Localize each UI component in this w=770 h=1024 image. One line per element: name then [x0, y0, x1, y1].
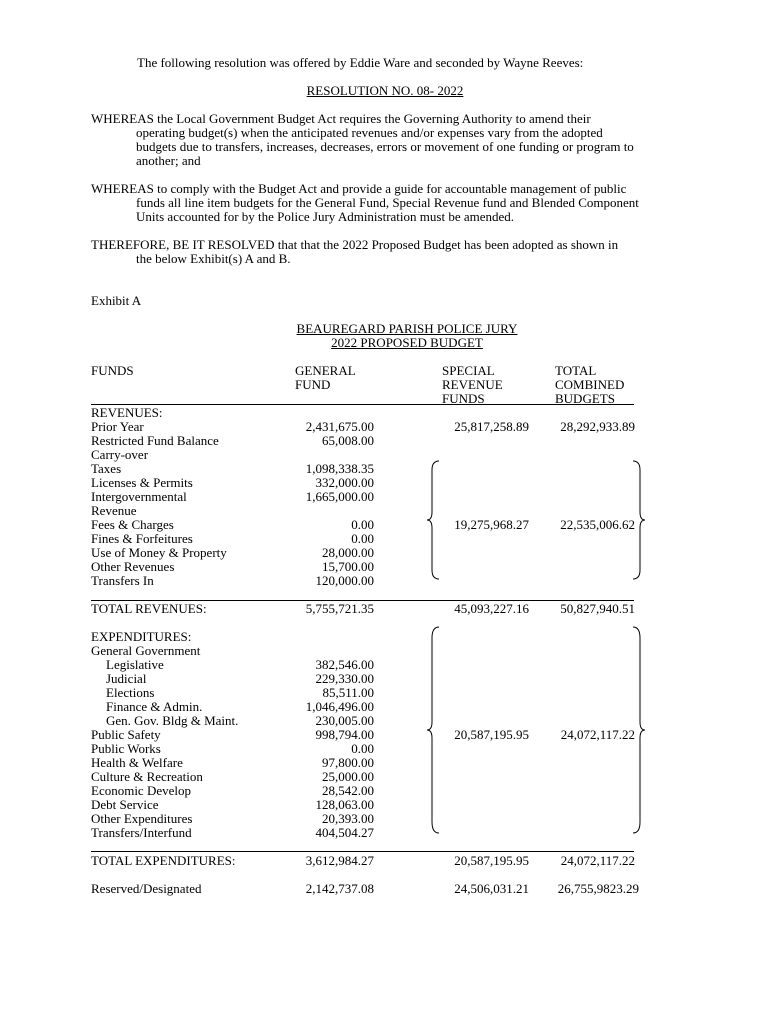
- table-row-label: Licenses & Permits: [91, 475, 193, 490]
- table-cell-total: 28,292,933.89: [560, 419, 635, 434]
- table-row-label: Judicial: [106, 671, 147, 686]
- revenue-special-brace: [426, 460, 440, 580]
- reserved-general: 2,142,737.08: [305, 881, 374, 896]
- table-row-label: Public Works: [91, 741, 161, 756]
- funds-header: FUNDS: [91, 363, 134, 378]
- para1-line: budgets due to transfers, increases, decreases, errors or movement of one funding or program to: [136, 139, 634, 154]
- para2-line: funds all line item budgets for the General Fund, Special Revenue fund and Blended Component: [136, 195, 639, 210]
- exhibit-label: Exhibit A: [91, 293, 142, 308]
- total-revenues-general: 5,755,721.35: [305, 601, 374, 616]
- para1-first-line: WHEREAS the Local Government Budget Act requires the Governing Authority to amend their: [91, 111, 591, 126]
- para1-line: another; and: [136, 153, 201, 168]
- table-cell-general: 128,063.00: [315, 797, 374, 812]
- table-title-line-1: BEAUREGARD PARISH POLICE JURY: [296, 321, 518, 336]
- table-row-label: Taxes: [91, 461, 122, 476]
- total-expenditures-special: 20,587,195.95: [454, 853, 529, 868]
- whereas-paragraph-2: [91, 182, 721, 224]
- table-cell-general: 229,330.00: [315, 671, 374, 686]
- table-cell-special: 20,587,195.95: [454, 727, 529, 742]
- header-line: FUND: [295, 377, 331, 392]
- revenues-label: REVENUES:: [91, 405, 163, 420]
- table-row-label: Public Safety: [91, 727, 161, 742]
- para2-line: Units accounted for by the Police Jury Administration must be amended.: [136, 209, 515, 224]
- table-cell-general: 15,700.00: [322, 559, 374, 574]
- table-cell-special: 25,817,258.89: [454, 419, 529, 434]
- table-row-label: Elections: [106, 685, 155, 700]
- table-cell-general: 65,008.00: [322, 433, 374, 448]
- table-row-label: Culture & Recreation: [91, 769, 203, 784]
- header-line: COMBINED: [555, 377, 625, 392]
- table-row-label: Carry-over: [91, 447, 149, 462]
- total-revenues-total: 50,827,940.51: [560, 601, 635, 616]
- expenditure-total-brace: [632, 626, 646, 834]
- total-combined-header: [555, 364, 624, 406]
- table-row-label: Legislative: [106, 657, 164, 672]
- total-expenditures-general: 3,612,984.27: [305, 853, 374, 868]
- table-cell-general: 120,000.00: [315, 573, 374, 588]
- table-row-label: Debt Service: [91, 797, 159, 812]
- table-cell-general: 0.00: [351, 517, 374, 532]
- table-title-line-2: 2022 PROPOSED BUDGET: [331, 335, 483, 350]
- para1-line: operating budget(s) when the anticipated revenues and/or expenses vary from the adopted: [136, 125, 603, 140]
- table-cell-general: 85,511.00: [322, 685, 374, 700]
- table-row-label: Prior Year: [91, 419, 144, 434]
- table-cell-general: 20,393.00: [322, 811, 374, 826]
- table-row-label: Revenue: [91, 503, 137, 518]
- header-line: SPECIAL: [442, 363, 495, 378]
- expenditures-label: EXPENDITURES:: [91, 629, 192, 644]
- header-line: TOTAL: [555, 363, 597, 378]
- intro-line: The following resolution was offered by Eddie Ware and seconded by Wayne Reeves:: [137, 55, 584, 70]
- table-row-label: Use of Money & Property: [91, 545, 227, 560]
- table-cell-general: 0.00: [351, 741, 374, 756]
- table-cell-general: 25,000.00: [322, 769, 374, 784]
- table-cell-general: 382,546.00: [315, 657, 374, 672]
- resolution-title: RESOLUTION NO. 08- 2022: [306, 83, 464, 98]
- total-expenditures-total: 24,072,117.22: [560, 853, 635, 868]
- table-row-label: Transfers In: [91, 573, 154, 588]
- revenue-total-brace: [632, 460, 646, 580]
- table-row-label: Other Expenditures: [91, 811, 193, 826]
- header-line: FUNDS: [442, 391, 485, 406]
- expenditure-special-brace: [426, 626, 440, 834]
- table-cell-general: 404,504.27: [315, 825, 374, 840]
- therefore-paragraph: [91, 238, 721, 266]
- table-cell-general: 230,005.00: [315, 713, 374, 728]
- reserved-total: 26,755,9823.29: [557, 881, 639, 896]
- general-fund-header: [295, 364, 356, 392]
- header-line: BUDGETS: [555, 391, 615, 406]
- table-cell-total: 24,072,117.22: [560, 727, 635, 742]
- table-cell-general: 332,000.00: [315, 475, 374, 490]
- table-row-label: Economic Develop: [91, 783, 191, 798]
- table-cell-general: 1,098,338.35: [305, 461, 374, 476]
- table-row-label: General Government: [91, 643, 201, 658]
- total-expenditures-label: TOTAL EXPENDITURES:: [91, 853, 236, 868]
- para2-first-line: WHEREAS to comply with the Budget Act and provide a guide for accountable management of public: [91, 181, 627, 196]
- table-row-label: Fines & Forfeitures: [91, 531, 193, 546]
- table-cell-general: 28,542.00: [322, 783, 374, 798]
- total-revenues-special: 45,093,227.16: [454, 601, 529, 616]
- table-row-label: Finance & Admin.: [106, 699, 203, 714]
- table-cell-general: 1,046,496.00: [305, 699, 374, 714]
- expenditure-total-rule: [91, 851, 634, 852]
- para3-first-line: THEREFORE, BE IT RESOLVED that that the 2022 Proposed Budget has been adopted as shown in: [91, 237, 619, 252]
- reserved-special: 24,506,031.21: [454, 881, 529, 896]
- table-row-label: Gen. Gov. Bldg & Maint.: [106, 713, 239, 728]
- table-cell-general: 1,665,000.00: [305, 489, 374, 504]
- table-row-label: Restricted Fund Balance: [91, 433, 219, 448]
- special-revenue-header: [442, 364, 503, 406]
- whereas-paragraph-1: [91, 112, 721, 168]
- table-row-label: Fees & Charges: [91, 517, 174, 532]
- header-rule: [91, 404, 634, 405]
- table-cell-general: 0.00: [351, 531, 374, 546]
- total-revenues-label: TOTAL REVENUES:: [91, 601, 207, 616]
- reserved-label: Reserved/Designated: [91, 881, 202, 896]
- table-row-label: Transfers/Interfund: [91, 825, 192, 840]
- table-row-label: Health & Welfare: [91, 755, 183, 770]
- table-cell-general: 97,800.00: [322, 755, 374, 770]
- table-cell-general: 2,431,675.00: [305, 419, 374, 434]
- header-line: GENERAL: [295, 363, 356, 378]
- table-row-label: Intergovernmental: [91, 489, 187, 504]
- table-cell-total: 22,535,006.62: [560, 517, 635, 532]
- table-cell-special: 19,275,968.27: [454, 517, 529, 532]
- para3-line: the below Exhibit(s) A and B.: [136, 251, 291, 266]
- table-cell-general: 28,000.00: [322, 545, 374, 560]
- table-cell-general: 998,794.00: [315, 727, 374, 742]
- header-line: REVENUE: [442, 377, 503, 392]
- table-row-label: Other Revenues: [91, 559, 175, 574]
